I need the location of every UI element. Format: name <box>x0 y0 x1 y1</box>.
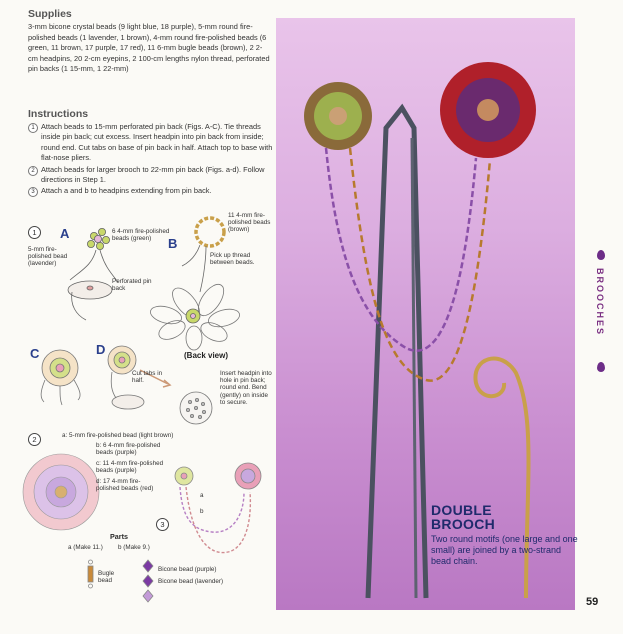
parts-a-label: a (Make 11.) <box>68 544 103 551</box>
caption-title-line1: DOUBLE <box>431 502 492 518</box>
pick-up-thread-label: Pick up thread between beads. <box>210 252 255 267</box>
part-d-label: d: 17 4-mm fire-polished beads (red) <box>96 478 154 493</box>
page-number: 59 <box>586 596 599 608</box>
caption-title-line2: BROOCH <box>431 516 496 532</box>
bicone-lavender-label: Bicone bead (lavender) <box>158 578 224 585</box>
step-number: 1 <box>28 123 38 133</box>
fig-a-label: A <box>60 226 70 241</box>
chain-b-label: b <box>200 508 204 515</box>
green-beads-label: 6 4-mm fire-polished beads (green) <box>112 228 170 243</box>
supplies-text: 3-mm bicone crystal beads (9 light blue, 18 purple), 5-mm round fire-polished beads (1 lavender, 1 brown), 4-mm round fire-polished beads (6 green, 11 brown, 17 purple, 17 red), 11 6-mm bugle beads (brown), 2 2-cm headpins, 20 2-cm eyepins, 2 100-cm lengths nylon thread, perforated pin backs (1 15-mm, 1 22-mm) <box>28 22 270 74</box>
tab-bead-bottom-icon <box>597 362 605 372</box>
large-motif-drawing <box>23 454 99 530</box>
bicone-purple-label: Bicone bead (purple) <box>158 566 217 573</box>
fig-a-drawing <box>68 228 118 320</box>
chain-a-label: a <box>200 492 204 499</box>
parts-b-label: b (Make 9.) <box>118 544 150 551</box>
fig-c-label: C <box>30 346 40 361</box>
brown-beads-label: 11 4-mm fire-polished beads (brown) <box>228 212 271 234</box>
pin-back-label: Perforated pin back <box>112 278 152 293</box>
parts-heading: Parts <box>110 532 128 541</box>
supplies-heading: Supplies <box>28 8 72 20</box>
step-text: Attach beads for larger brooch to 22-mm pin back (Figs. a-d). Follow directions in Step 1. <box>41 164 265 185</box>
part-c-label: c: 11 4-mm fire-polished beads (purple) <box>96 460 164 475</box>
step-text: Attach beads to 15-mm perforated pin back (Figs. A-C). Tie threads inside pin back; cut excess. Insert headpin into pin back from inside; round end. Cut tabs on base of pin back in half. Attach top to base with flat-nose pliers. <box>41 122 273 163</box>
fig-c-drawing <box>41 350 80 405</box>
insert-headpin-label: Insert headpin into hole in pin back; round end. Bend (gently) on inside to secure. <box>220 370 272 406</box>
fig-b-label: B <box>168 236 178 251</box>
step-number: 3 <box>28 187 38 197</box>
section-tab: BROOCHES <box>595 268 605 337</box>
back-view-label: (Back view) <box>184 351 229 360</box>
cut-tabs-label: Cut tabs in half. <box>132 370 163 385</box>
tab-bead-top-icon <box>597 250 605 260</box>
lavender-bead-label: 5-mm fire-polished bead (lavender) <box>28 246 68 268</box>
step-3-marker: 3 <box>156 518 169 531</box>
step-text: Attach a and b to headpins extending from pin back. <box>41 186 212 196</box>
fig-d-label: D <box>96 342 106 357</box>
part-b-label: b: 6 4-mm fire-polished beads (purple) <box>96 442 161 457</box>
instruction-diagrams <box>0 0 276 634</box>
instructions-heading: Instructions <box>28 108 89 120</box>
part-a-label: a: 5-mm fire-polished bead (light brown) <box>62 432 174 439</box>
photo-caption <box>431 503 579 566</box>
step-number: 2 <box>28 166 38 176</box>
bugle-bead-label: Bugle bead <box>98 570 115 585</box>
step-2-marker: 2 <box>28 433 41 446</box>
caption-body: Two round motifs (one large and one small) are joined by a two-strand bead chain. <box>431 534 578 566</box>
chain-drawing <box>175 463 261 553</box>
step-1-marker: 1 <box>28 226 41 239</box>
